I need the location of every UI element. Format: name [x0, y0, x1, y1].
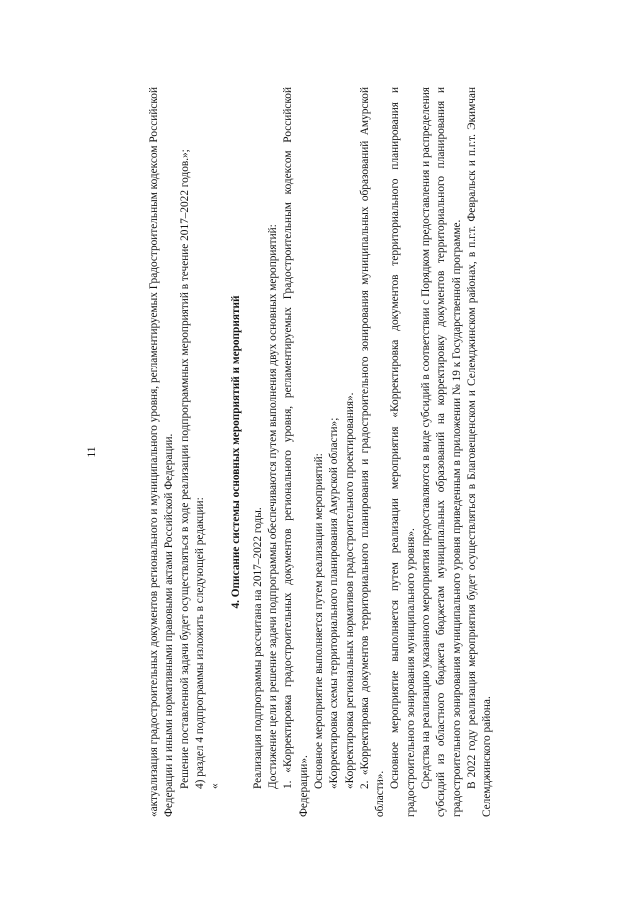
- paragraph: 2. «Корректировка документов территориального планирования и градостроительного зонирования муниципальных образований Амурской области».: [358, 87, 387, 817]
- paragraph: Средства на реализацию указанного мероприятия предоставляются в виде субсидий в соответствии с Порядком предоставления и распределения субсидий из областного бюджета бюджетам муниципальных образований на корректировку документов территориального планирования и градостроительного зонирования муниципального уровня приведенным в приложении № 19 к Государственной программе.: [420, 87, 463, 817]
- paragraph: Реализация подпрограммы рассчитана на 2017–2022 годы.: [251, 507, 264, 789]
- paragraph: Основное мероприятие выполняется путем реализации мероприятия «Корректировка документов территориального планирования и градостроительного зонирования муниципального уровня».: [389, 87, 417, 817]
- document-body: [147, 87, 496, 817]
- paragraph: «Корректировка схемы территориального планирования Амурской области»;: [328, 417, 341, 789]
- paragraph: Решение поставленной задачи будет осуществляться в ходе реализации подпрограммных мероприятий в течение 2017–2022 годов.»;: [178, 149, 191, 789]
- paragraph: Достижение цели и решение задачи подпрограммы обеспечиваются путем выполнения двух основных мероприятий:: [267, 224, 280, 789]
- section-heading: 4. Описание системы основных мероприятий и мероприятий: [230, 295, 243, 609]
- paragraph: В 2022 году реализация мероприятия будет осуществляться в Благовещенском и Селемджинском районах, в п.г.т. Февральск и п.г.т. Экимчан Селемджинского района.: [465, 87, 494, 817]
- paragraph: «актуализация градостроительных документов регионального и муниципального уровня, регламентируемых Градостроительным кодексом Российской Федерации и иными нормативными правовыми актами Российской Федерации.: [148, 87, 176, 817]
- quote-mark: «: [209, 783, 222, 789]
- rotated-content: [85, 87, 555, 817]
- paragraph: 4) раздел 4 подпрограммы изложить в следующей редакции:: [193, 497, 206, 789]
- paragraph: 1. «Корректировка градостроительных документов регионального уровня, регламентируемых Градостроительным кодексом Российской Федерации».: [282, 87, 310, 817]
- page-number: 11: [86, 446, 98, 458]
- paragraph: Основное мероприятие выполняется путем реализации мероприятий:: [312, 453, 325, 789]
- paragraph: «Корректировка региональных нормативов градостроительного проектирования».: [343, 392, 356, 789]
